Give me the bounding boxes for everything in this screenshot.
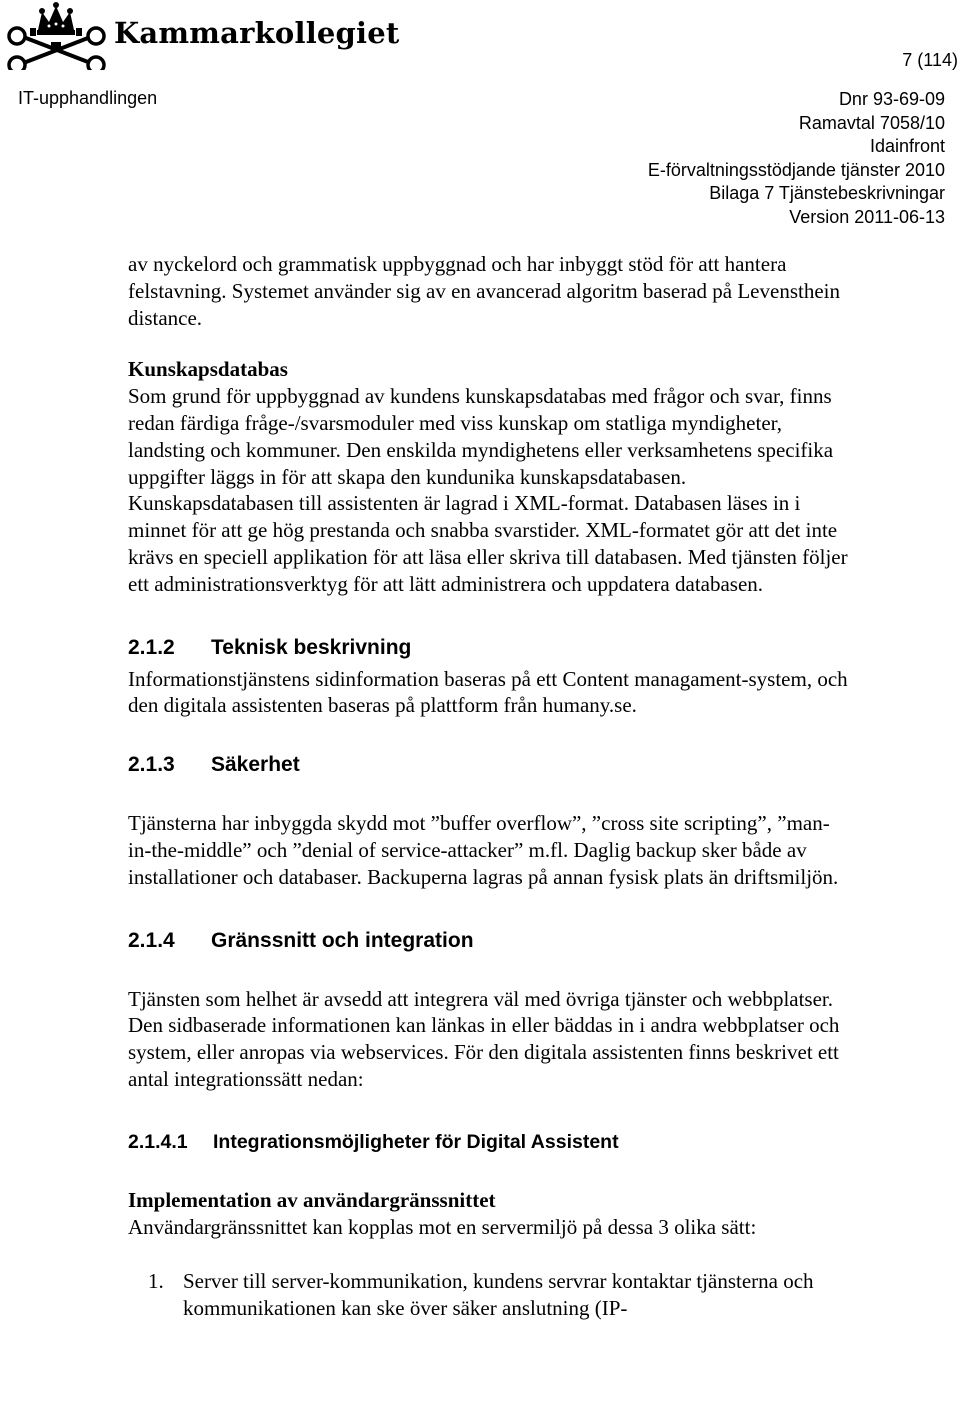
page-number: 7 (114): [902, 50, 958, 70]
logo-wordmark: Kammarkollegiet: [114, 16, 400, 50]
kunskapsdatabas-paragraph-2: Kunskapsdatabasen till assistenten är lagrad i XML-format. Databasen läses in i minnet för att ge hög prestanda och snabba svarstider. XML-formatet gör att det inte krävs en speciell applikation för att läsa eller skriva till databasen. Med tjänsten följer ett administrationsverktyg för att lätt administrera och uppdatera databasen.: [128, 491, 848, 596]
teknisk-beskrivning-paragraph: Informationstjänstens sidinformation baseras på ett Content managament-system, och den digitala assistenten baseras på plattform från humany.se.: [128, 666, 848, 718]
section-2-1-2-heading: [128, 636, 848, 660]
intro-paragraph: av nyckelord och grammatisk uppbyggnad och har inbyggt stöd för att hantera felstavning. Systemet använder sig av en avancerad algoritm baserad på Levensthein distance.: [128, 252, 840, 330]
section-2-1-4-heading: [128, 929, 848, 953]
document-body: [128, 251, 848, 1322]
header-dnr: Dnr 93-69-09: [838, 89, 945, 109]
kunskapsdatabas-paragraph-1: Som grund för uppbyggnad av kundens kunskapsdatabas med frågor och svar, finns redan färdiga fråge-/svarsmoduler med viss kunskap om statliga myndigheter, landsting och kommuner. Den enskilda myndighetens eller verksamhetens specifika uppgifter läggs in för att skapa den kundunika kunskapsdatabasen.: [128, 384, 834, 489]
integration-list: [128, 1268, 848, 1322]
header-appendix: Bilaga 7 Tjänstebeskrivningar: [709, 183, 945, 203]
implementation-heading: Implementation av användargränssnittet: [128, 1187, 496, 1212]
kammarkollegiet-logo: [4, 2, 400, 70]
header-reference-block: [648, 88, 945, 229]
list-item-number: 1.: [148, 1269, 164, 1294]
section-number: 2.1.4: [128, 928, 175, 952]
header-department: IT-upphandlingen: [18, 88, 158, 108]
section-title: Integrationsmöjligheter för Digital Assistent: [213, 1130, 619, 1153]
implementation-paragraph: Användargränssnittet kan kopplas mot en servermiljö på dessa 3 olika sätt:: [128, 1214, 757, 1239]
header-supplier: Idainfront: [869, 136, 945, 156]
section-number: 2.1.3: [128, 753, 175, 777]
gransnitt-paragraph: Tjänsten som helhet är avsedd att integrera väl med övriga tjänster och webbplatser. Den sidbaserade informationen kan länkas in eller bäddas in i andra webbplatser och system, eller anropas via webservices. För den digitala assistenten finns beskrivet ett antal integrationssätt nedan:: [128, 986, 840, 1091]
sakerhet-paragraph: Tjänsterna har inbyggda skydd mot ”buffer overflow”, ”cross site scripting”, ”man-in-the-middle” och ”denial of service-attacker” m.fl. Daglig backup sker både av installationer och databaser. Backuperna lagras på annan fysisk plats än driftsmiljön.: [128, 811, 839, 889]
section-number: 2.1.2: [128, 635, 175, 659]
section-title: Teknisk beskrivning: [211, 635, 412, 659]
crown-crossed-keys-icon: [4, 2, 109, 70]
section-title: Säkerhet: [211, 753, 300, 777]
header-ramavtal: Ramavtal 7058/10: [798, 112, 945, 133]
section-2-1-3-heading: [128, 753, 848, 777]
header-version: Version 2011-06-13: [789, 206, 945, 227]
header-area: E-förvaltningsstödjande tjänster 2010: [647, 159, 945, 180]
section-2-1-4-1-heading: [128, 1131, 848, 1154]
kunskapsdatabas-heading: Kunskapsdatabas: [128, 357, 288, 382]
list-item-text: Server till server-kommunikation, kundens servrar kontaktar tjänsterna och kommunikationen kan ske över säker anslutning (IP-: [183, 1269, 814, 1321]
list-item: [128, 1268, 848, 1322]
section-number: 2.1.4.1: [128, 1130, 188, 1153]
section-title: Gränssnitt och integration: [211, 928, 474, 952]
